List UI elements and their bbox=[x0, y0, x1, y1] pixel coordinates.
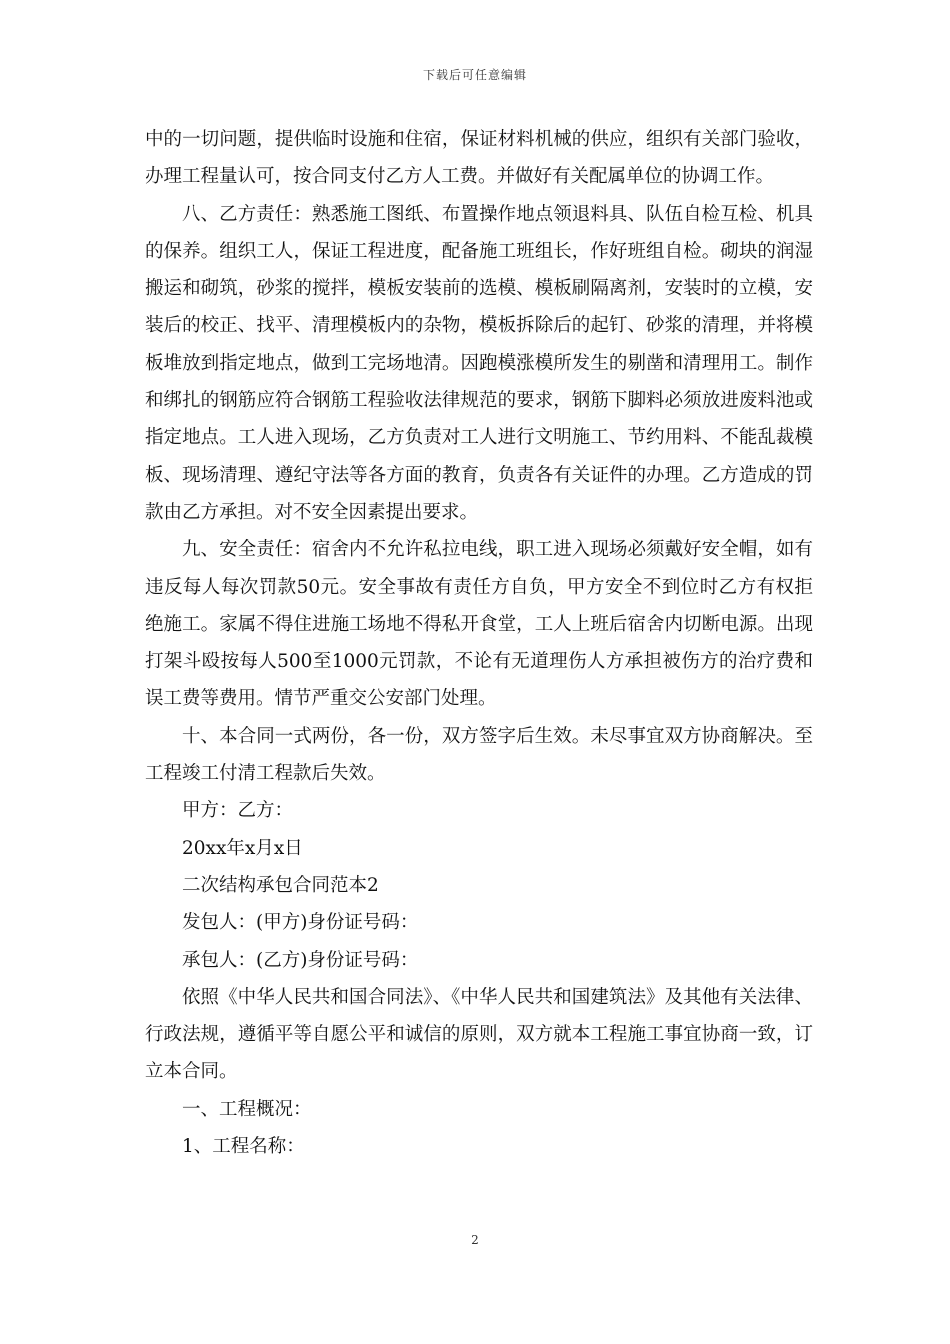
employer-line: 发包人：(甲方)身份证号码： bbox=[182, 912, 419, 934]
page-number: 2 bbox=[471, 1233, 479, 1247]
section-title: 二次结构承包合同范本2 bbox=[182, 874, 379, 896]
paragraph-party-b-responsibility: 八、乙方责任：熟悉施工图纸、布置操作地点领退料具、队伍自检互检、机具的保养。组织工人，保证工程进度，配备施工班组长，作好班组自检。砌块的润湿搬运和砌筑，砂浆的搅拌，模板安装前的选模、模板刷隔离剂，安装时的立模，安装后的校正、找平、清理模板内的杂物，模板拆除后的起钉、砂浆的清理，并将模板堆放到指定地点，做到工完场地清。因跑模涨模所发生的剔凿和清理用工。制作和绑扎的钢筋应符合钢筋工程验收法律规范的要求，钢筋下脚料必须放进废料池或指定地点。工人进入现场，乙方负责对工人进行文明施工、节约用料、不能乱裁模板、现场清理、遵纪守法等各方面的教育，负责各有关证件的办理。乙方造成的罚款由乙方承担。对不安全因素提出要求。 bbox=[145, 203, 813, 523]
heading-project-overview: 一、工程概况： bbox=[182, 1098, 312, 1120]
paragraph-party-a-duties-continued: 中的一切问题，提供临时设施和住宿，保证材料机械的供应，组织有关部门验收，办理工程量认可，按合同支付乙方人工费。并做好有关配属单位的协调工作。 bbox=[145, 129, 813, 188]
signature-line: 甲方：乙方： bbox=[182, 800, 294, 822]
page-header: 下载后可任意编辑 bbox=[422, 68, 527, 82]
paragraph-legal-basis: 依照《中华人民共和国合同法》、《中华人民共和国建筑法》及其他有关法律、行政法规，遵循平等自愿公平和诚信的原则，双方就本工程施工事宜协商一致，订立本合同。 bbox=[145, 986, 813, 1083]
paragraph-safety-responsibility: 九、安全责任：宿舍内不允许私拉电线，职工进入现场必须戴好安全帽，如有违反每人每次罚款50元。安全事故有责任方自负，甲方安全不到位时乙方有权拒绝施工。家属不得住进施工场地不得私开食堂，工人上班后宿舍内切断电源。出现打架斗殴按每人500至1000元罚款，不论有无道理伤人方承担被伤方的治疗费和误工费等费用。情节严重交公安部门处理。 bbox=[145, 539, 813, 710]
document-body bbox=[145, 121, 813, 1165]
contractor-line: 承包人：(乙方)身份证号码： bbox=[182, 949, 419, 971]
paragraph-contract-copies: 十、本合同一式两份，各一份，双方签字后生效。未尽事宜双方协商解决。至工程竣工付清工程款后失效。 bbox=[145, 725, 813, 785]
date-line: 20xx年x月x日 bbox=[182, 837, 303, 859]
item-project-name: 1、工程名称： bbox=[182, 1136, 305, 1158]
